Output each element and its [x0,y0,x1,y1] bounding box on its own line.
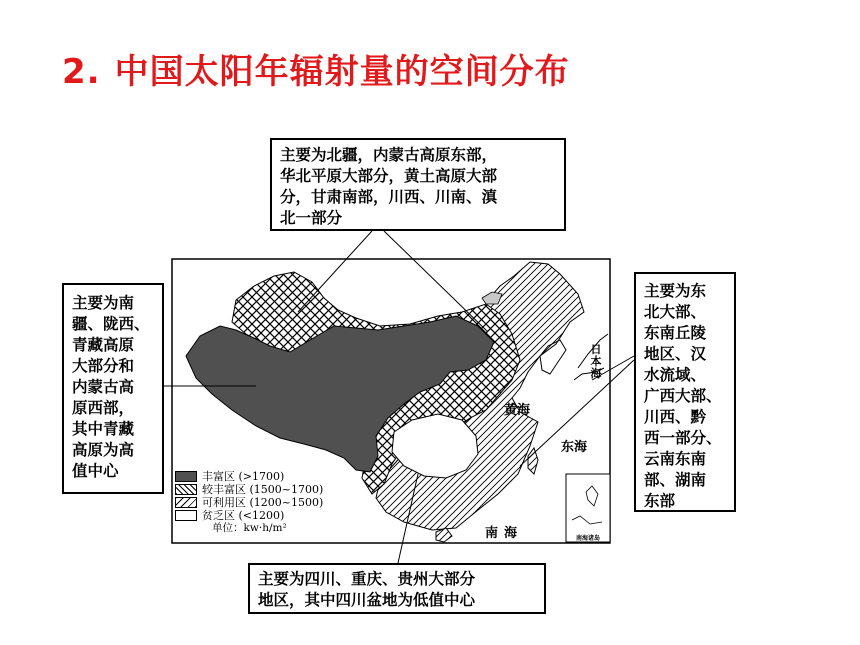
annotation-box-right [634,272,736,512]
box-top-line: 华北平原大部分，黄土高原大部 [280,166,498,185]
legend-swatch-poor [175,510,197,521]
legend-swatch-rich [175,471,197,482]
south-sea-label: 南海 [485,526,524,541]
box-bottom-line: 主要为四川、重庆、贵州大部分 [258,569,476,588]
box-right-line: 主要为东 [644,281,707,300]
south-sea-islands-label: 南海诸岛 [576,535,601,542]
annotation-box-bottom [248,563,546,614]
box-left-line: 主要为南 [72,293,135,312]
legend-row-available [175,496,323,509]
box-right-line: 广西大部、 [644,386,722,405]
title-text: 中国太阳年辐射量的空间分布 [114,52,570,92]
legend-label-relatively-rich: 较丰富区 (1500~1700) [202,483,324,496]
box-left-line: 其中青藏 [72,419,135,438]
annotation-box-top [270,138,566,231]
legend-row-poor [175,509,323,522]
box-top-line: 北一部分 [280,208,343,227]
yellow-sea-label: 黄海 [504,403,531,418]
annotation-box-left [62,283,164,494]
box-right-line: 部、湖南 [644,470,707,489]
legend-label-rich: 丰富区 (>1700) [202,470,285,483]
legend-label-poor: 贫乏区 (<1200) [202,509,285,522]
box-left-line: 疆、陇西、 [72,314,150,333]
box-left-line: 大部分和 [72,356,135,375]
map-legend [175,470,323,535]
box-top-line: 分，甘肃南部，川西、川南、滇 [280,187,498,206]
box-right-line: 东部 [644,491,676,510]
box-left-line: 高原为高 [72,440,135,459]
sakhalin-patch [482,292,502,304]
legend-swatch-relatively-rich [175,484,197,495]
legend-swatch-available [175,497,197,508]
box-left-line: 值中心 [72,461,119,480]
title-number: 2. [62,52,101,92]
taiwan-island [528,448,538,474]
box-right-line: 川西、黔 [644,407,707,426]
box-left-line: 原西部， [72,398,135,417]
east-sea-label: 东海 [561,440,588,455]
box-left-line: 青藏高原 [72,335,135,354]
legend-row-rich [175,470,323,483]
legend-row-relatively-rich [175,483,323,496]
box-left-line: 内蒙古高 [72,377,135,396]
box-top-line: 主要为北疆，内蒙古高原东部， [280,145,498,164]
box-right-line: 东南丘陵 [644,323,707,342]
box-right-line: 西一部分、 [644,428,722,447]
legend-unit: 单位：kw·h/m² [212,522,287,534]
japan-sea-label: 日本海 [590,343,602,380]
hainan-island [436,528,452,542]
box-right-line: 云南东南 [644,449,707,468]
box-bottom-line: 地区，其中四川盆地为低值中心 [258,590,476,609]
legend-label-available: 可利用区 (1200~1500) [202,496,324,509]
box-right-line: 地区、汉 [644,344,707,363]
box-right-line: 水流域、 [644,365,707,384]
south-sea-inset [566,474,610,542]
box-right-line: 北大部、 [644,302,707,321]
